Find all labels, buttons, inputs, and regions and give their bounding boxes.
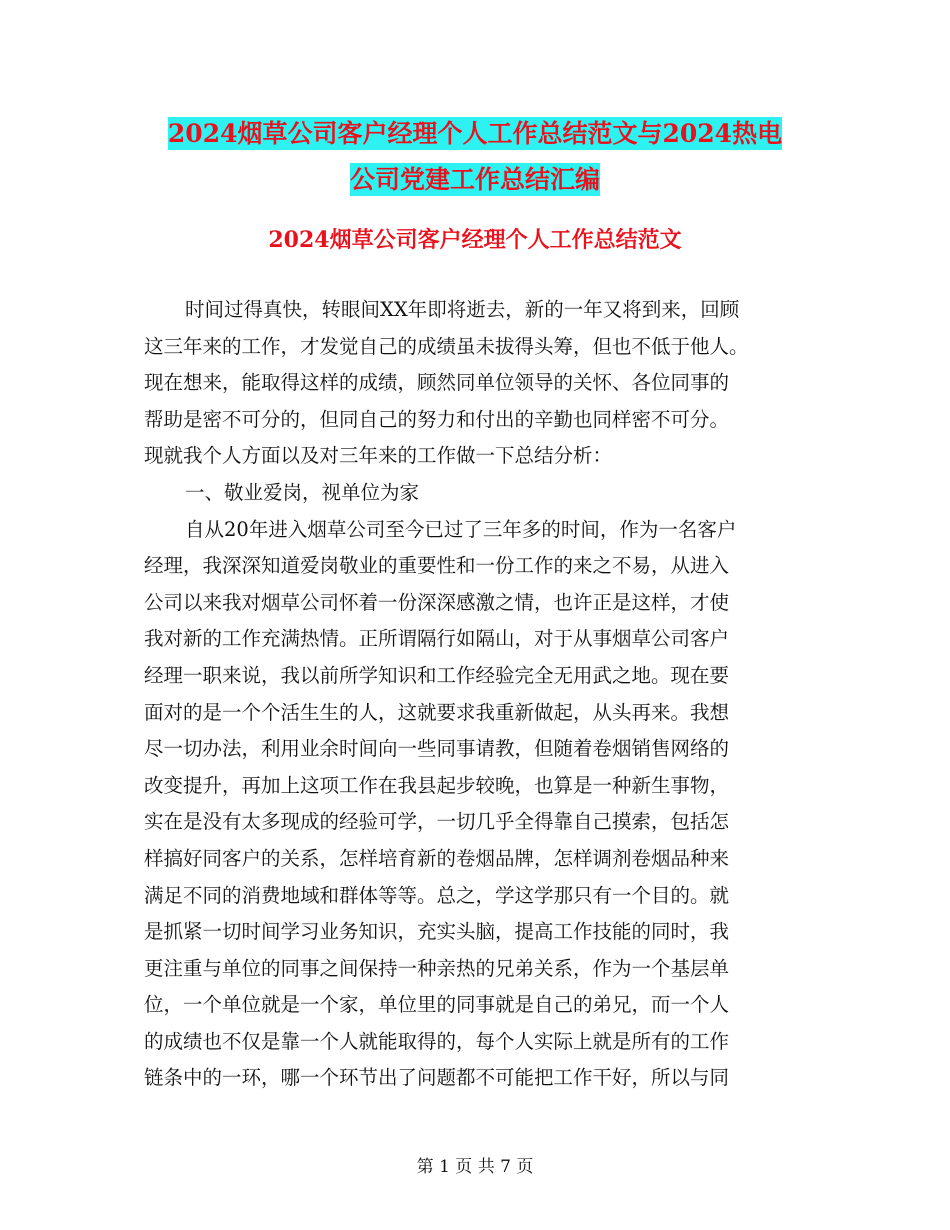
paragraph-line: 是抓紧一切时间学习业务知识，充实头脑，提高工作技能的同时，我 xyxy=(144,920,730,944)
paragraph-line: 经理一职来说，我以前所学知识和工作经验完全无用武之地。现在要 xyxy=(144,663,730,687)
paragraph-line: 经理，我深深知道爱岗敬业的重要性和一份工作的来之不易，从进入 xyxy=(144,554,730,578)
paragraph-line: 满足不同的消费地域和群体等等。总之，学这学那只有一个目的。就 xyxy=(144,883,730,907)
paragraph-line: 现就我个人方面以及对三年来的工作做一下总结分析： xyxy=(144,444,613,468)
section-title: 2024烟草公司客户经理个人工作总结范文 xyxy=(268,227,682,253)
paragraph-line: 自从20年进入烟草公司至今已过了三年多的时间，作为一名客户 xyxy=(185,517,737,541)
paragraph-line: 这三年来的工作，才发觉自己的成绩虽未拔得头筹，但也不低于他人。 xyxy=(144,334,749,358)
paragraph-line: 改变提升，再加上这项工作在我县起步较晚，也算是一种新生事物， xyxy=(144,773,730,797)
paragraph-line: 时间过得真快，转眼间XX年即将逝去，新的一年又将到来，回顾 xyxy=(185,298,740,321)
title-line-1: 2024烟草公司客户经理个人工作总结范文与2024热电 xyxy=(167,119,783,148)
paragraph-line: 链条中的一环，哪一个环节出了问题都不可能把工作干好，所以与同 xyxy=(144,1066,730,1090)
paragraph-line: 帮助是密不可分的，但同自己的努力和付出的辛勤也同样密不可分。 xyxy=(144,407,730,431)
page-footer: 第 1 页 共 7 页 xyxy=(416,1157,534,1177)
paragraph-line: 尽一切办法，利用业余时间向一些同事请教，但随着卷烟销售网络的 xyxy=(144,737,730,761)
paragraph-line: 样搞好同客户的关系，怎样培育新的卷烟品牌，怎样调剂卷烟品种来 xyxy=(144,846,730,870)
paragraph-line: 面对的是一个个活生生的人，这就要求我重新做起，从头再来。我想 xyxy=(144,700,730,724)
paragraph-line: 的成绩也不仅是靠一个人就能取得的，每个人实际上就是所有的工作 xyxy=(144,1029,730,1053)
paragraph-line: 实在是没有太多现成的经验可学，一切几乎全得靠自己摸索，包括怎 xyxy=(144,810,730,834)
paragraph-line: 我对新的工作充满热情。正所谓隔行如隔山，对于从事烟草公司客户 xyxy=(144,627,730,651)
title-line-2: 公司党建工作总结汇编 xyxy=(349,165,600,194)
paragraph-line: 位，一个单位就是一个家，单位里的同事就是自己的弟兄，而一个人 xyxy=(144,993,730,1017)
document-title xyxy=(0,112,950,204)
body-text xyxy=(144,292,799,1097)
paragraph-line: 公司以来我对烟草公司怀着一份深深感激之情，也许正是这样，才使 xyxy=(144,590,730,614)
section-heading: 一、敬业爱岗，视单位为家 xyxy=(185,480,420,504)
paragraph-line: 更注重与单位的同事之间保持一种亲热的兄弟关系，作为一个基层单 xyxy=(144,956,730,980)
paragraph-line: 现在想来，能取得这样的成绩，顾然同单位领导的关怀、各位同事的 xyxy=(144,371,730,395)
